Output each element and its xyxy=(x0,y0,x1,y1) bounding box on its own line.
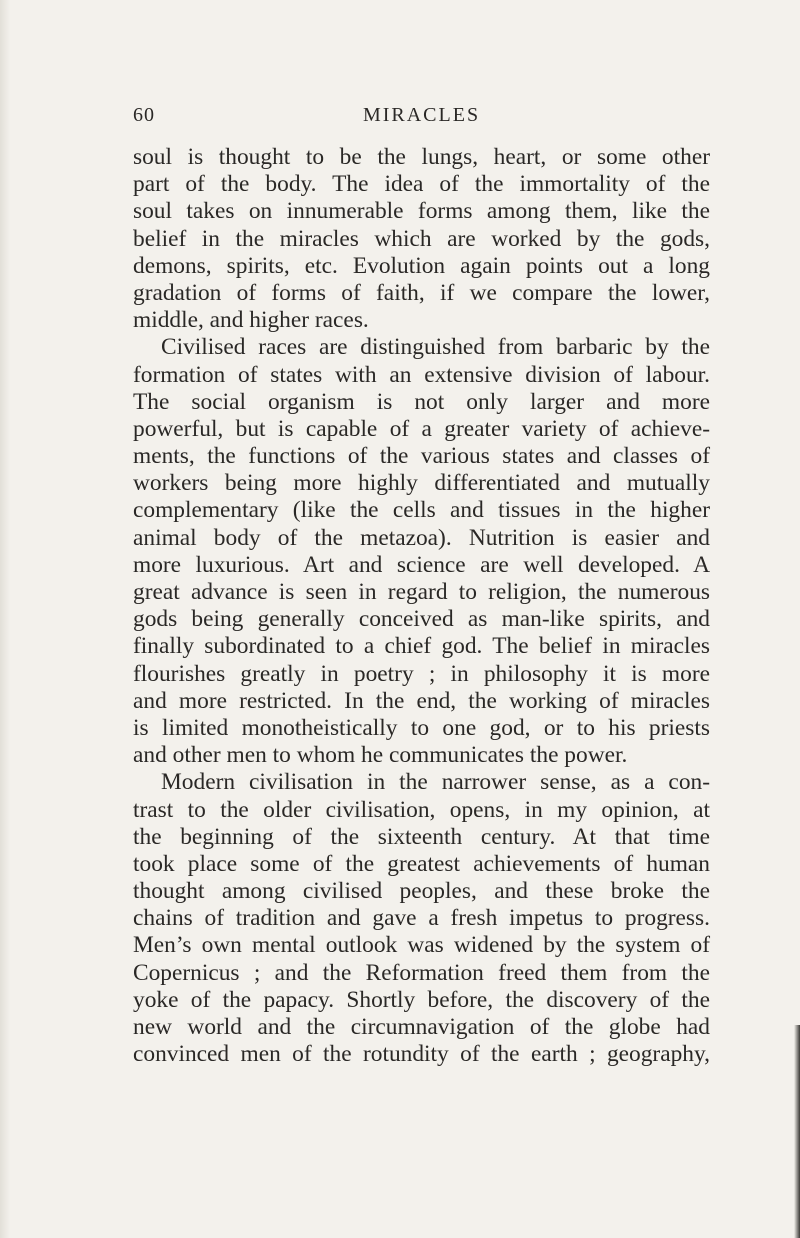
text-line: animal body of the metazoa). Nutrition is easier and xyxy=(133,524,710,551)
text-line: great advance is seen in regard to religion, the numerous xyxy=(133,579,710,605)
text-line: and other men to whom he communicates the power. xyxy=(133,742,628,769)
text-line: powerful, but is capable of a greater variety of achieve- xyxy=(133,415,710,442)
text-line: thought among civilised peoples, and these broke the xyxy=(133,878,710,905)
text-line: yoke of the papacy. Shortly before, the discovery of the xyxy=(133,986,710,1013)
text-line: demons, spirits, etc. Evolution again points out a long xyxy=(133,252,710,279)
text-line: more luxurious. Art and science are well developed. A xyxy=(133,551,710,578)
text-line: part of the body. The idea of the immortality of the xyxy=(133,171,710,198)
text-line: trast to the older civilisation, opens, in my opinion, at xyxy=(133,796,710,823)
text-line: formation of states with an extensive division of labour. xyxy=(133,361,710,388)
text-line: Civilised races are distinguished from barbaric by the xyxy=(161,334,710,361)
page-edge-shadow xyxy=(794,1025,800,1238)
paragraph-1 xyxy=(133,144,710,334)
text-line: new world and the circumnavigation of the globe had xyxy=(133,1014,710,1040)
text-line: workers being more highly differentiated and mutually xyxy=(133,470,710,497)
text-line: took place some of the greatest achievements of human xyxy=(133,850,710,877)
text-line: middle, and higher races. xyxy=(133,307,369,334)
text-line: is limited monotheistically to one god, or to his priests xyxy=(133,714,710,741)
text-line: soul takes on innumerable forms among them, like the xyxy=(133,198,710,225)
body-text xyxy=(133,144,710,1068)
page-header xyxy=(133,104,710,134)
text-line: finally subordinated to a chief god. The belief in miracles xyxy=(133,633,710,660)
running-head: MIRACLES xyxy=(362,104,481,126)
text-line: and more restricted. In the end, the working of miracles xyxy=(133,687,710,714)
page-number: 60 xyxy=(133,104,155,126)
text-line: Men’s own mental outlook was widened by the system of xyxy=(133,932,710,959)
text-line: The social organism is not only larger and more xyxy=(133,388,710,415)
paragraph-2 xyxy=(133,334,710,769)
text-line: flourishes greatly in poetry ; in philosophy it is more xyxy=(133,660,710,687)
text-line: complementary (like the cells and tissues in the higher xyxy=(133,497,710,524)
text-line: Modern civilisation in the narrower sense, as a con- xyxy=(161,769,710,796)
paragraph-3 xyxy=(133,769,710,1068)
text-line: soul is thought to be the lungs, heart, or some other xyxy=(133,144,710,170)
text-line: ments, the functions of the various states and classes of xyxy=(133,443,710,470)
text-line: the beginning of the sixteenth century. At that time xyxy=(133,823,710,850)
text-line: Copernicus ; and the Reformation freed them from the xyxy=(133,959,710,986)
text-line: gods being generally conceived as man-like spirits, and xyxy=(133,606,710,633)
text-line: chains of tradition and gave a fresh impetus to progress. xyxy=(133,905,710,932)
text-line: convinced men of the rotundity of the earth ; geography, xyxy=(133,1041,710,1068)
text-line: gradation of forms of faith, if we compare the lower, xyxy=(133,279,710,306)
page-gutter-shade xyxy=(0,0,10,1238)
text-line: belief in the miracles which are worked by the gods, xyxy=(133,225,710,252)
